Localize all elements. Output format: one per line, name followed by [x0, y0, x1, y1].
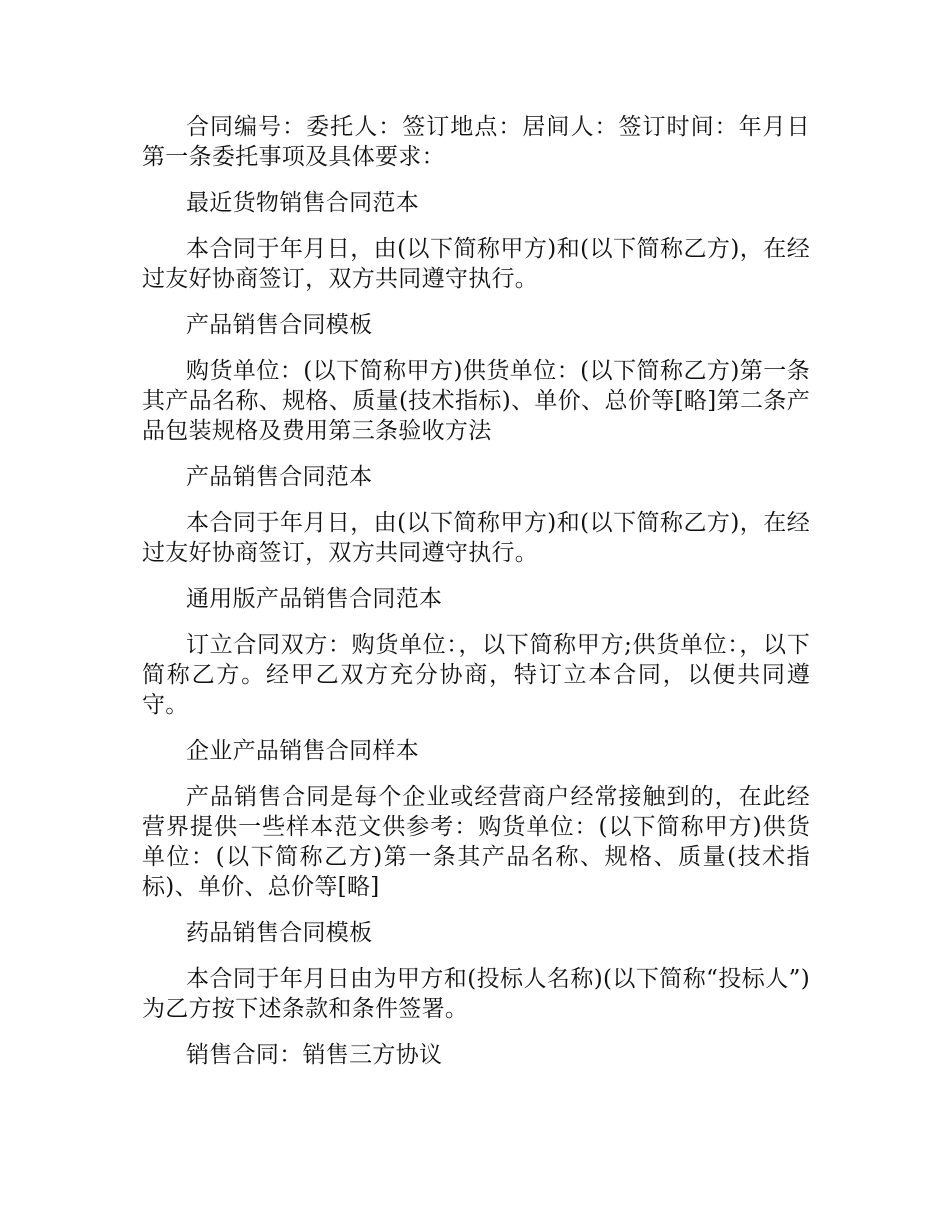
document-body	[142, 112, 810, 1086]
paragraph-enterprise-description: 产品销售合同是每个企业或经营商户经常接触到的，在此经营界提供一些样本范文供参考：购货单位：(以下简称甲方)供货单位：(以下简称乙方)第一条其产品名称、规格、质量(技术指标)、单价、总价等[略]	[142, 784, 810, 900]
heading-goods-sales-contract: 最近货物销售合同范本	[186, 190, 419, 216]
paragraph-parties: 订立合同双方：购货单位：，以下简称甲方;供货单位：，以下简称乙方。经甲乙双方充分协商，特订立本合同，以便共同遵守。	[142, 632, 810, 718]
paragraph-buyer-seller-terms: 购货单位：(以下简称甲方)供货单位：(以下简称乙方)第一条其产品名称、规格、质量(技术指标)、单价、总价等[略]第二条产品包装规格及费用第三条验收方法	[142, 358, 810, 444]
paragraph-bidder-terms: 本合同于年月日由为甲方和(投标人名称)(以下简称“投标人”)为乙方按下述条款和条件签署。	[142, 966, 810, 1022]
heading-general-product-contract: 通用版产品销售合同范本	[186, 586, 443, 612]
heading-tripartite-agreement: 销售合同：销售三方协议	[186, 1042, 443, 1068]
heading-product-sales-sample: 产品销售合同范本	[186, 464, 373, 490]
heading-drug-sales-template: 药品销售合同模板	[186, 920, 373, 946]
paragraph-intro-1: 本合同于年月日，由(以下简称甲方)和(以下简称乙方)，在经过友好协商签订，双方共同遵守执行。	[142, 236, 810, 292]
paragraph-contract-header: 合同编号：委托人：签订地点：居间人：签订时间：年月日第一条委托事项及具体要求：	[142, 114, 810, 170]
paragraph-intro-2: 本合同于年月日，由(以下简称甲方)和(以下简称乙方)，在经过友好协商签订，双方共同遵守执行。	[142, 510, 810, 566]
heading-product-sales-template: 产品销售合同模板	[186, 312, 373, 338]
heading-enterprise-contract-sample: 企业产品销售合同样本	[186, 738, 419, 764]
